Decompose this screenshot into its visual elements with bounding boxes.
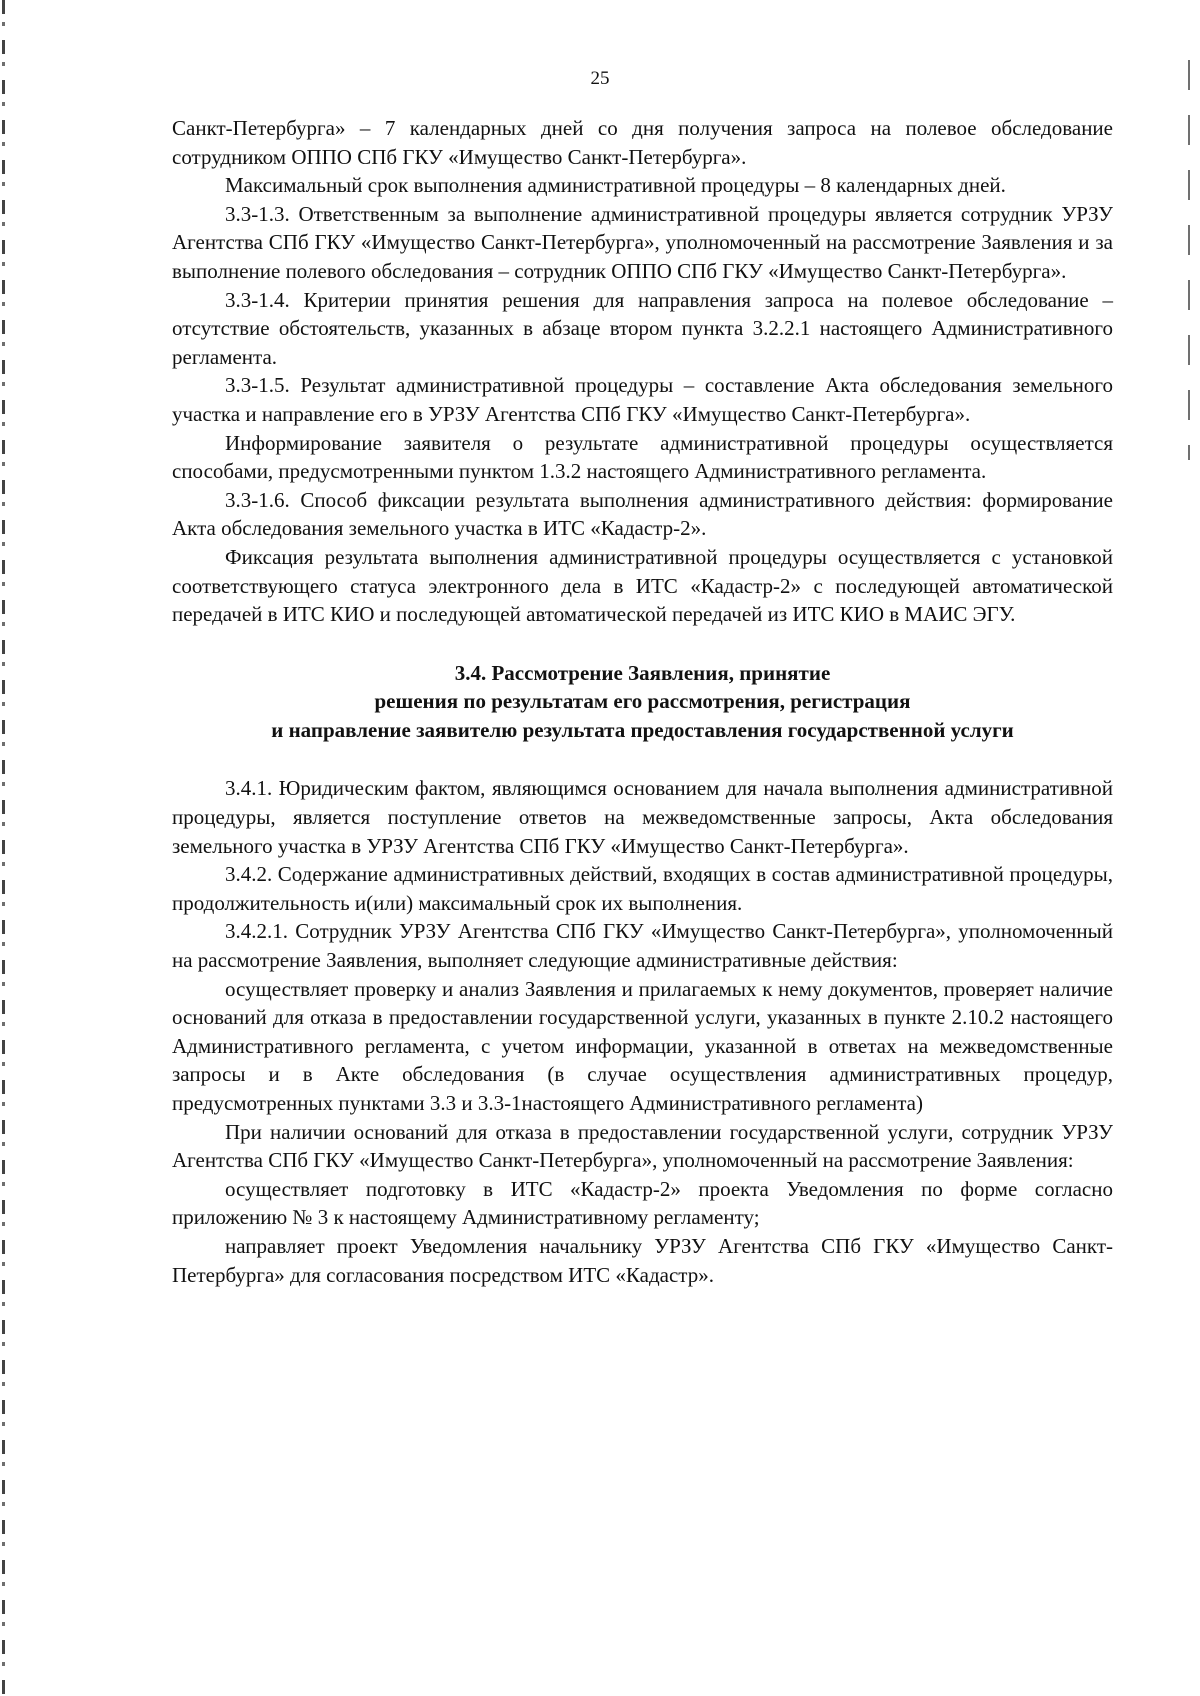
paragraph: Информирование заявителя о результате административной процедуры осуществляется способами, предусмотренными пунктом 1.3.2 настоящего Административного регламента. (172, 430, 1113, 484)
paragraph: 3.3-1.3. Ответственным за выполнение административной процедуры является сотрудник УРЗУ Агентства СПб ГКУ «Имущество Санкт-Петербурга», уполномоченный на рассмотрение Заявления и за выполнение полевого обследования – сотрудник ОППО СПб ГКУ «Имущество Санкт-Петербурга». (172, 201, 1113, 283)
section-heading-line: решения по результатам его рассмотрения, регистрация (374, 689, 911, 714)
page-number: 25 (590, 68, 610, 89)
paragraph: 3.3-1.6. Способ фиксации результата выполнения административного действия: формирование Акта обследования земельного участка в ИТС «Кадастр-2». (172, 487, 1113, 541)
document-body (172, 114, 1113, 1289)
paragraph: 3.3-1.4. Критерии принятия решения для направления запроса на полевое обследование – отсутствие обстоятельств, указанных в абзаце втором пункта 3.2.2.1 настоящего Административного регламента. (172, 287, 1113, 369)
paragraph: Санкт-Петербурга» – 7 календарных дней со дня получения запроса на полевое обследование сотрудником ОППО СПб ГКУ «Имущество Санкт-Петербурга». (172, 116, 1113, 169)
paragraph: Фиксация результата выполнения административной процедуры осуществляется с установкой соответствующего статуса электронного дела в ИТС «Кадастр-2» с последующей автоматической передачей в ИТС КИО и последующей автоматической передачей из ИТС КИО в МАИС ЭГУ. (172, 544, 1113, 627)
paragraph: 3.4.1. Юридическим фактом, являющимся основанием для начала выполнения административной процедуры, является поступление ответов на межведомственные запросы, Акта обследования земельного участка в УРЗУ Агентства СПб ГКУ «Имущество Санкт-Петербурга». (172, 776, 1113, 858)
paragraph: осуществляет проверку и анализ Заявления и прилагаемых к нему документов, проверяет наличие оснований для отказа в предоставлении государственной услуги, указанных в пункте 2.10.2 настоящего Административного регламента, с учетом информации, указанной в ответах на межведомственные запросы и в Акте обследования (в случае осуществления административных процедур, предусмотренных пунктами 3.3 и 3.3-1настоящего Административного регламента) (172, 976, 1113, 1115)
scan-edge-artifact (2, 0, 5, 1696)
section-heading-line: и направление заявителю результата предоставления государственной услуги (271, 717, 1014, 742)
paragraph: направляет проект Уведомления начальнику УРЗУ Агентства СПб ГКУ «Имущество Санкт-Петербурга» для согласования посредством ИТС «Кадастр». (172, 1233, 1113, 1287)
paragraph: 3.3-1.5. Результат административной процедуры – составление Акта обследования земельного участка и направление его в УРЗУ Агентства СПб ГКУ «Имущество Санкт-Петербурга». (172, 373, 1113, 426)
paragraph: 3.4.2.1. Сотрудник УРЗУ Агентства СПб ГКУ «Имущество Санкт-Петербурга», уполномоченный на рассмотрение Заявления, выполняет следующие административные действия: (172, 919, 1113, 973)
paragraph: При наличии оснований для отказа в предоставлении государственной услуги, сотрудник УРЗУ Агентства СПб ГКУ «Имущество Санкт-Петербурга», уполномоченный на рассмотрение Заявления: (172, 1119, 1113, 1173)
scan-edge-artifact-right (1188, 60, 1190, 460)
section-heading (172, 659, 1113, 745)
paragraph: осуществляет подготовку в ИТС «Кадастр-2» проекта Уведомления по форме согласно приложению № 3 к настоящему Административному регламенту; (172, 1176, 1113, 1230)
paragraph: 3.4.2. Содержание административных действий, входящих в состав административной процедуры, продолжительность и(или) максимальный срок их выполнения. (172, 862, 1113, 915)
paragraph: Максимальный срок выполнения административной процедуры – 8 календарных дней. (225, 173, 1006, 198)
section-heading-line: 3.4. Рассмотрение Заявления, принятие (454, 660, 831, 685)
